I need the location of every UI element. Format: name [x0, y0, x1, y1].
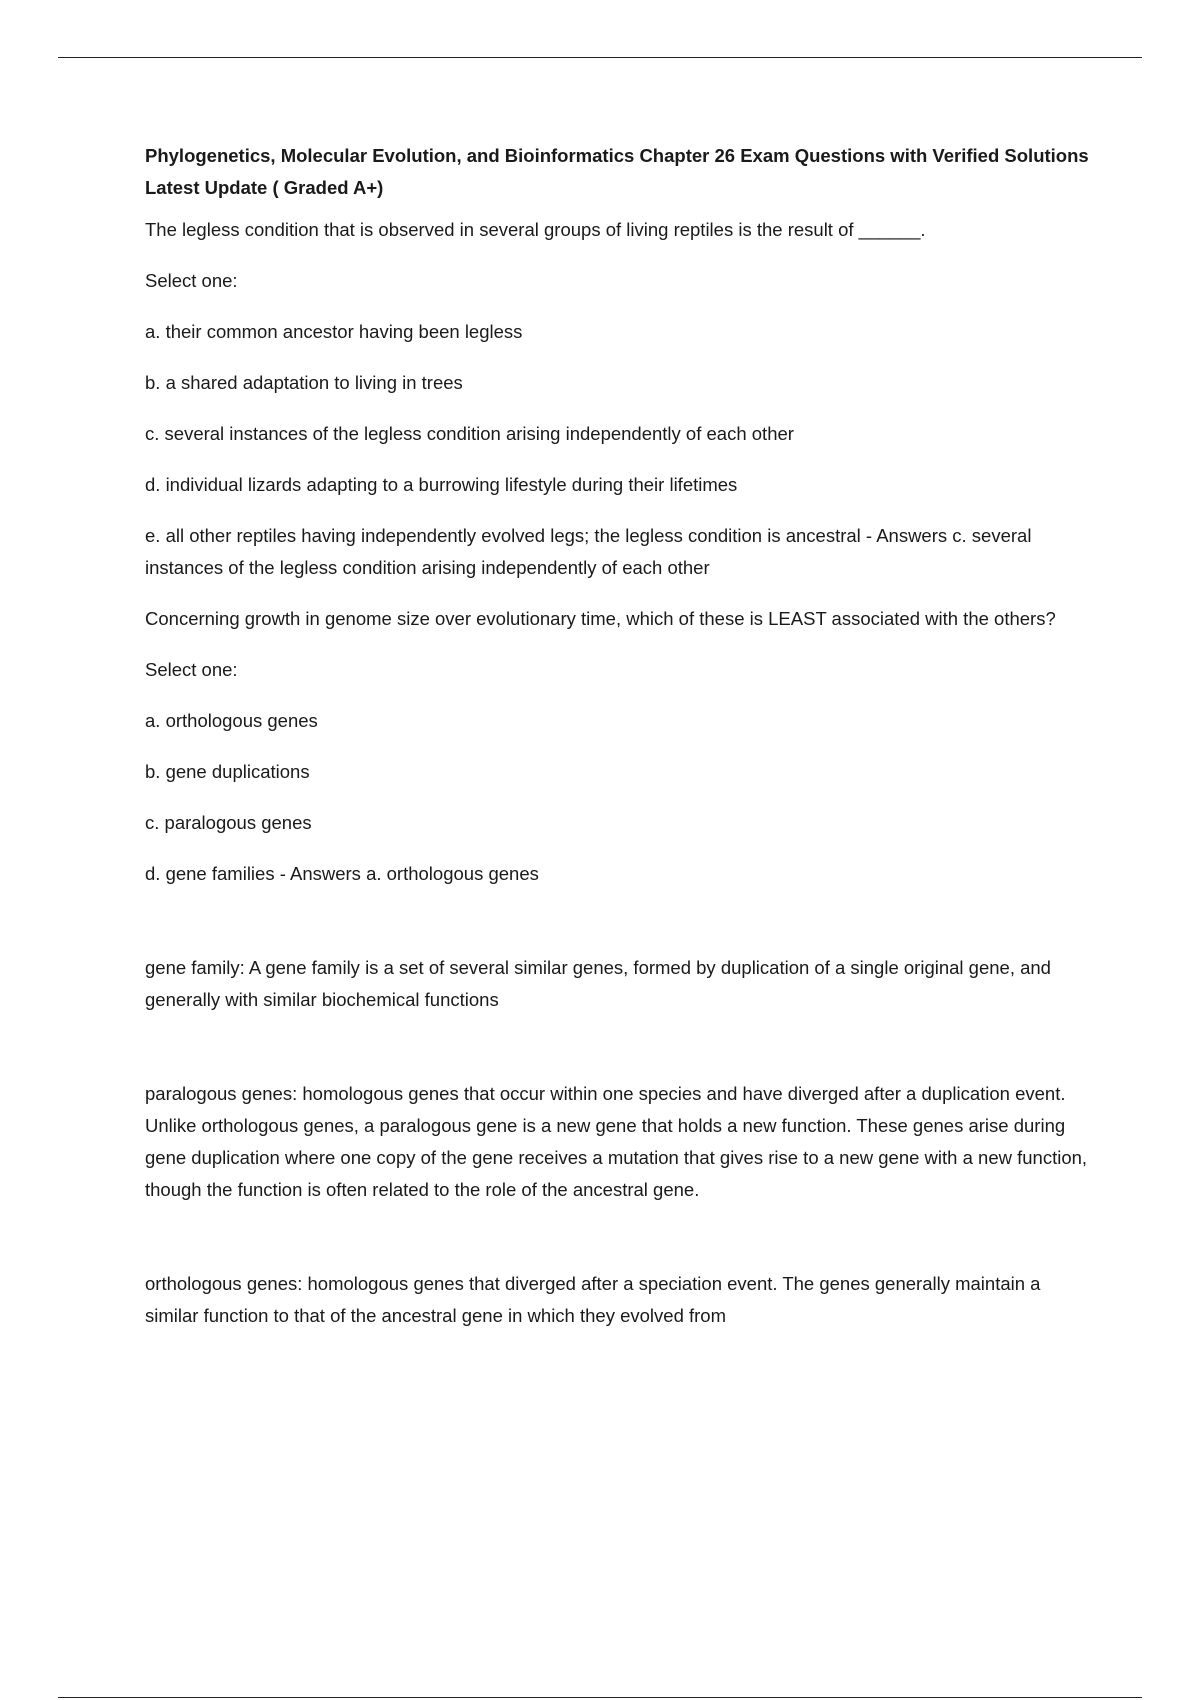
definition-gene-family: gene family: A gene family is a set of several similar genes, formed by duplication of a single original gene, and generally with similar biochemical functions: [145, 957, 1051, 1010]
question-2-option-a: a. orthologous genes: [145, 710, 318, 731]
document-title: Phylogenetics, Molecular Evolution, and Bioinformatics Chapter 26 Exam Questions with Verified Solutions Latest Update ( Graded A+): [145, 145, 1089, 198]
definition-paralogous-genes: paralogous genes: homologous genes that occur within one species and have diverged after a duplication event. Unlike orthologous genes, a paralogous gene is a new gene that holds a new function. These genes arise during gene duplication where one copy of the gene receives a mutation that gives rise to a new gene with a new function, though the function is often related to the role of the ancestral gene.: [145, 1083, 1088, 1200]
top-rule: [58, 57, 1142, 58]
question-1-option-c: c. several instances of the legless condition arising independently of each other: [145, 423, 794, 444]
bottom-rule: [58, 1697, 1142, 1698]
question-1-option-b: b. a shared adaptation to living in trees: [145, 372, 463, 393]
question-2-option-d-answer: d. gene families - Answers a. orthologous genes: [145, 863, 539, 884]
question-2-text: Concerning growth in genome size over evolutionary time, which of these is LEAST associated with the others?: [145, 608, 1056, 629]
question-2-select-prompt: Select one:: [145, 659, 238, 680]
question-1-select-prompt: Select one:: [145, 270, 238, 291]
question-1-option-e-answer: e. all other reptiles having independently evolved legs; the legless condition is ancestral - Answers c. several instances of the legless condition arising independently of each other: [145, 525, 1032, 578]
question-1-option-d: d. individual lizards adapting to a burrowing lifestyle during their lifetimes: [145, 474, 738, 495]
definition-orthologous-genes: orthologous genes: homologous genes that diverged after a speciation event. The genes generally maintain a similar function to that of the ancestral gene in which they evolved from: [145, 1273, 1041, 1326]
question-2-option-b: b. gene duplications: [145, 761, 310, 782]
question-2-option-c: c. paralogous genes: [145, 812, 312, 833]
question-1-option-a: a. their common ancestor having been legless: [145, 321, 523, 342]
question-1-text: The legless condition that is observed in several groups of living reptiles is the result of ______.: [145, 219, 926, 240]
document-body: [145, 140, 1095, 1351]
